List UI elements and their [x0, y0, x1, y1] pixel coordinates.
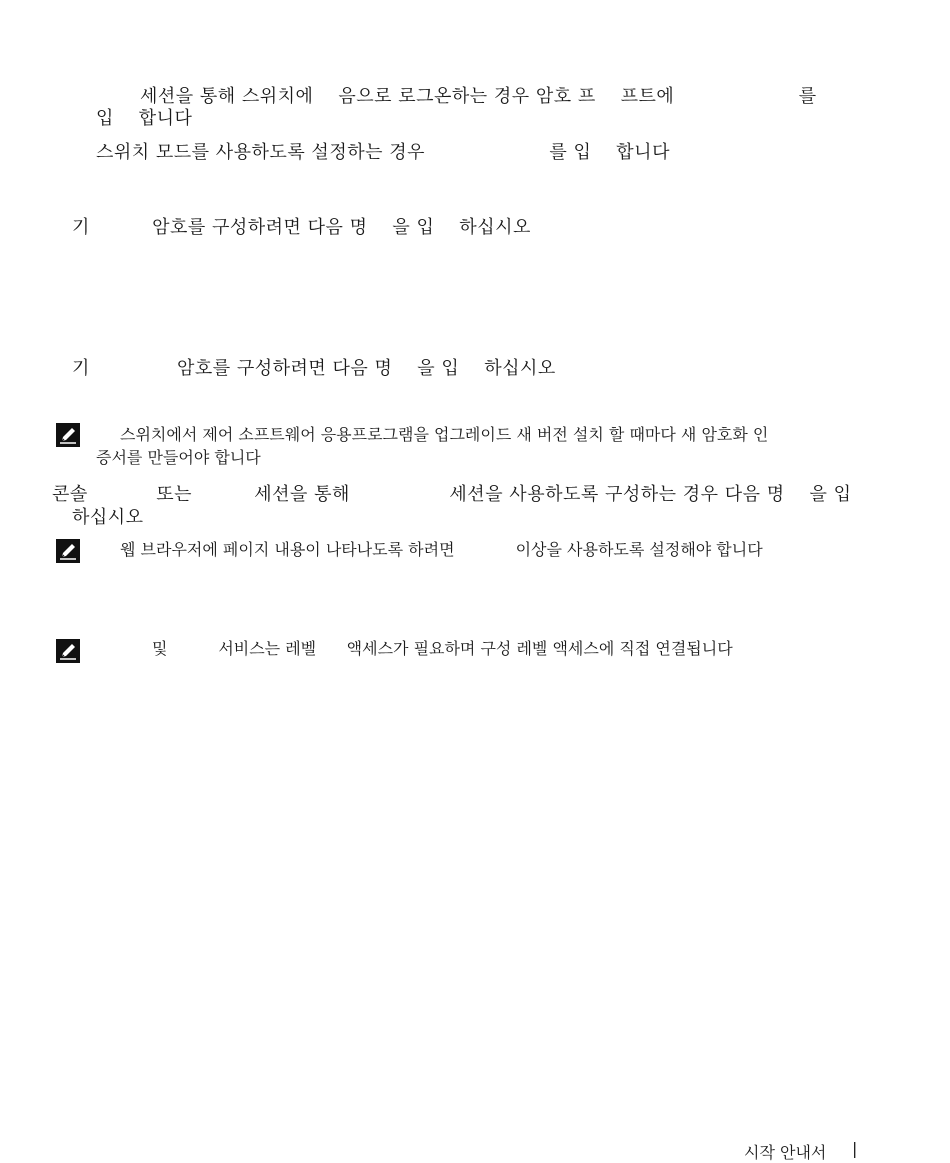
paragraph-1-line-2: 입 합니다 [96, 108, 193, 129]
footer-title: 시작 안내서 [744, 1143, 827, 1162]
paragraph-6-line-2: 하십시오 [72, 507, 144, 528]
note-pencil-icon [56, 423, 80, 447]
note-1-line-1: 스위치에서 제어 소프트웨어 응용프로그램을 업그레이드 새 버전 설치 할 때마다 새 암호화 인 [120, 425, 769, 444]
paragraph-1-line-1: 세션을 통해 스위치에 음으로 로그온하는 경우 암호 프 프트에 를 [140, 86, 817, 107]
paragraph-4: 기 암호를 구성하려면 다음 명 을 입 하십시오 [72, 358, 556, 379]
note-pencil-icon [56, 539, 80, 563]
paragraph-6-line-1: 콘솔 또는 세션을 통해 세션을 사용하도록 구성하는 경우 다음 명 을 입 [52, 484, 852, 505]
note-1-line-2: 증서를 만들어야 합니다 [96, 448, 261, 467]
note-pencil-icon [56, 639, 80, 663]
footer-separator: | [852, 1139, 858, 1158]
note-3: 및 서비스는 레벨 액세스가 필요하며 구성 레벨 액세스에 직접 연결됩니다 [152, 639, 733, 658]
paragraph-2: 스위치 모드를 사용하도록 설정하는 경우 를 입 합니다 [96, 142, 670, 163]
paragraph-3: 기 암호를 구성하려면 다음 명 을 입 하십시오 [72, 217, 531, 238]
note-2: 웹 브라우저에 페이지 내용이 나타나도록 하려면 이상을 사용하도록 설정해야 합니다 [120, 540, 763, 559]
